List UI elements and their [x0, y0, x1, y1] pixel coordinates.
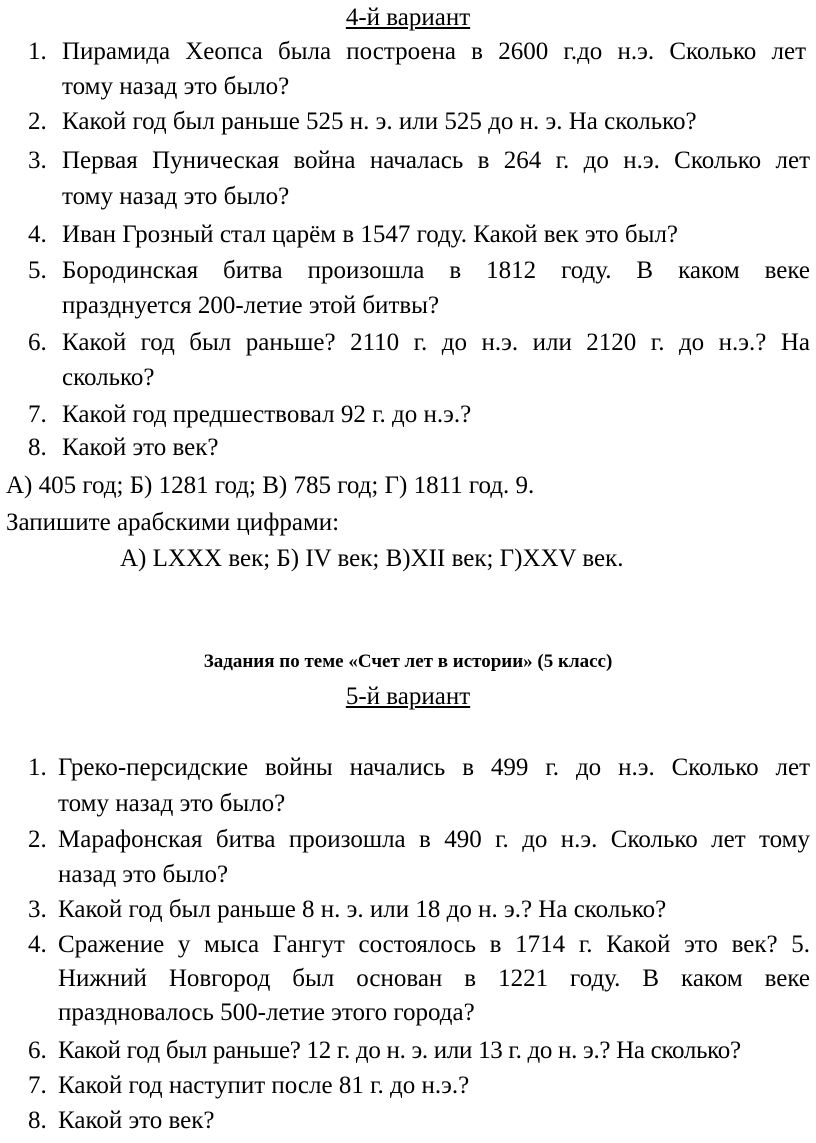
list-item-text-continued: тому назад это было?: [62, 73, 290, 100]
list-item-text-continued: празднуется 200-летие этой битвы?: [62, 292, 440, 319]
list-item-text-continued: сколько?: [62, 364, 155, 391]
variant-5-title: 5-й вариант: [345, 683, 471, 710]
section-subtitle: Задания по теме «Счет лет в истории» (5 класс): [203, 651, 613, 672]
list-item-text: Какой год наступит после 81 г. до н.э.?: [58, 1072, 470, 1099]
list-item-text: Марафонская битва произошла в 490 г. до н.э. Сколько лет тому: [58, 826, 810, 853]
list-item-text-continued: праздновалось 500-летие этого города?: [58, 999, 475, 1026]
list-item-text-continued: тому назад это было?: [62, 183, 290, 210]
arabic-prompt-text: Запишите арабскими цифрами:: [6, 509, 340, 536]
list-item-number: 8.: [28, 434, 47, 461]
list-item-text-continued: тому назад это было?: [58, 790, 286, 817]
list-item-number: 2.: [28, 108, 47, 135]
list-item-number: 5.: [28, 257, 47, 284]
list-item-number: 8.: [28, 1107, 47, 1134]
list-item-text: Сражение у мыса Гангут состоялось в 1714 г. Какой это век? 5.: [58, 931, 810, 958]
list-item-text: Какой год предшествовал 92 г. до н.э.?: [62, 401, 472, 428]
list-item-text: Первая Пуническая война началась в 264 г. до н.э. Сколько лет: [62, 147, 810, 174]
list-item-text-continued: Нижний Новгород был основан в 1221 году. В каком веке: [58, 965, 810, 992]
list-item-number: 1.: [28, 754, 47, 781]
list-item-number: 3.: [28, 896, 47, 923]
list-item-text: Какой это век?: [62, 434, 219, 461]
list-item-number: 6.: [28, 1037, 47, 1064]
list-item-number: 4.: [28, 931, 47, 958]
roman-numerals-text: А) LXXX век; Б) IV век; В)XII век; Г)XXV век.: [120, 545, 624, 572]
list-item-text: Бородинская битва произошла в 1812 году. В каком веке: [62, 257, 810, 284]
list-item-number: 4.: [28, 221, 47, 248]
list-item-text: Какой год был раньше? 2110 г. до н.э. или 2120 г. до н.э.? На: [62, 329, 810, 356]
list-item-text: Какой это век?: [58, 1107, 215, 1134]
list-item-number: 1.: [28, 38, 47, 65]
list-item-text: Иван Грозный стал царём в 1547 году. Какой век это был?: [62, 221, 679, 248]
list-item-number: 3.: [28, 147, 47, 174]
years-line-text: А) 405 год; Б) 1281 год; В) 785 год; Г) 1811 год. 9.: [6, 472, 535, 499]
list-item-text-continued: назад это было?: [58, 861, 229, 888]
variant-4-title: 4-й вариант: [345, 4, 471, 31]
list-item-text: Какой год был раньше 8 н. э. или 18 до н. э.? На сколько?: [58, 896, 667, 923]
list-item-number: 7.: [28, 401, 47, 428]
list-item-text: Какой год был раньше? 12 г. до н. э. или 13 г. до н. э.? На сколько?: [58, 1037, 741, 1064]
list-item-number: 6.: [28, 329, 47, 356]
list-item-number: 7.: [28, 1072, 47, 1099]
list-item-number: 2.: [28, 826, 47, 853]
list-item-text: Пирамида Хеопса была построена в 2600 г.до н.э. Сколько лет: [62, 38, 806, 65]
list-item-text: Греко-персидские войны начались в 499 г. до н.э. Сколько лет: [58, 754, 810, 781]
list-item-text: Какой год был раньше 525 н. э. или 525 до н. э. На сколько?: [62, 108, 697, 135]
